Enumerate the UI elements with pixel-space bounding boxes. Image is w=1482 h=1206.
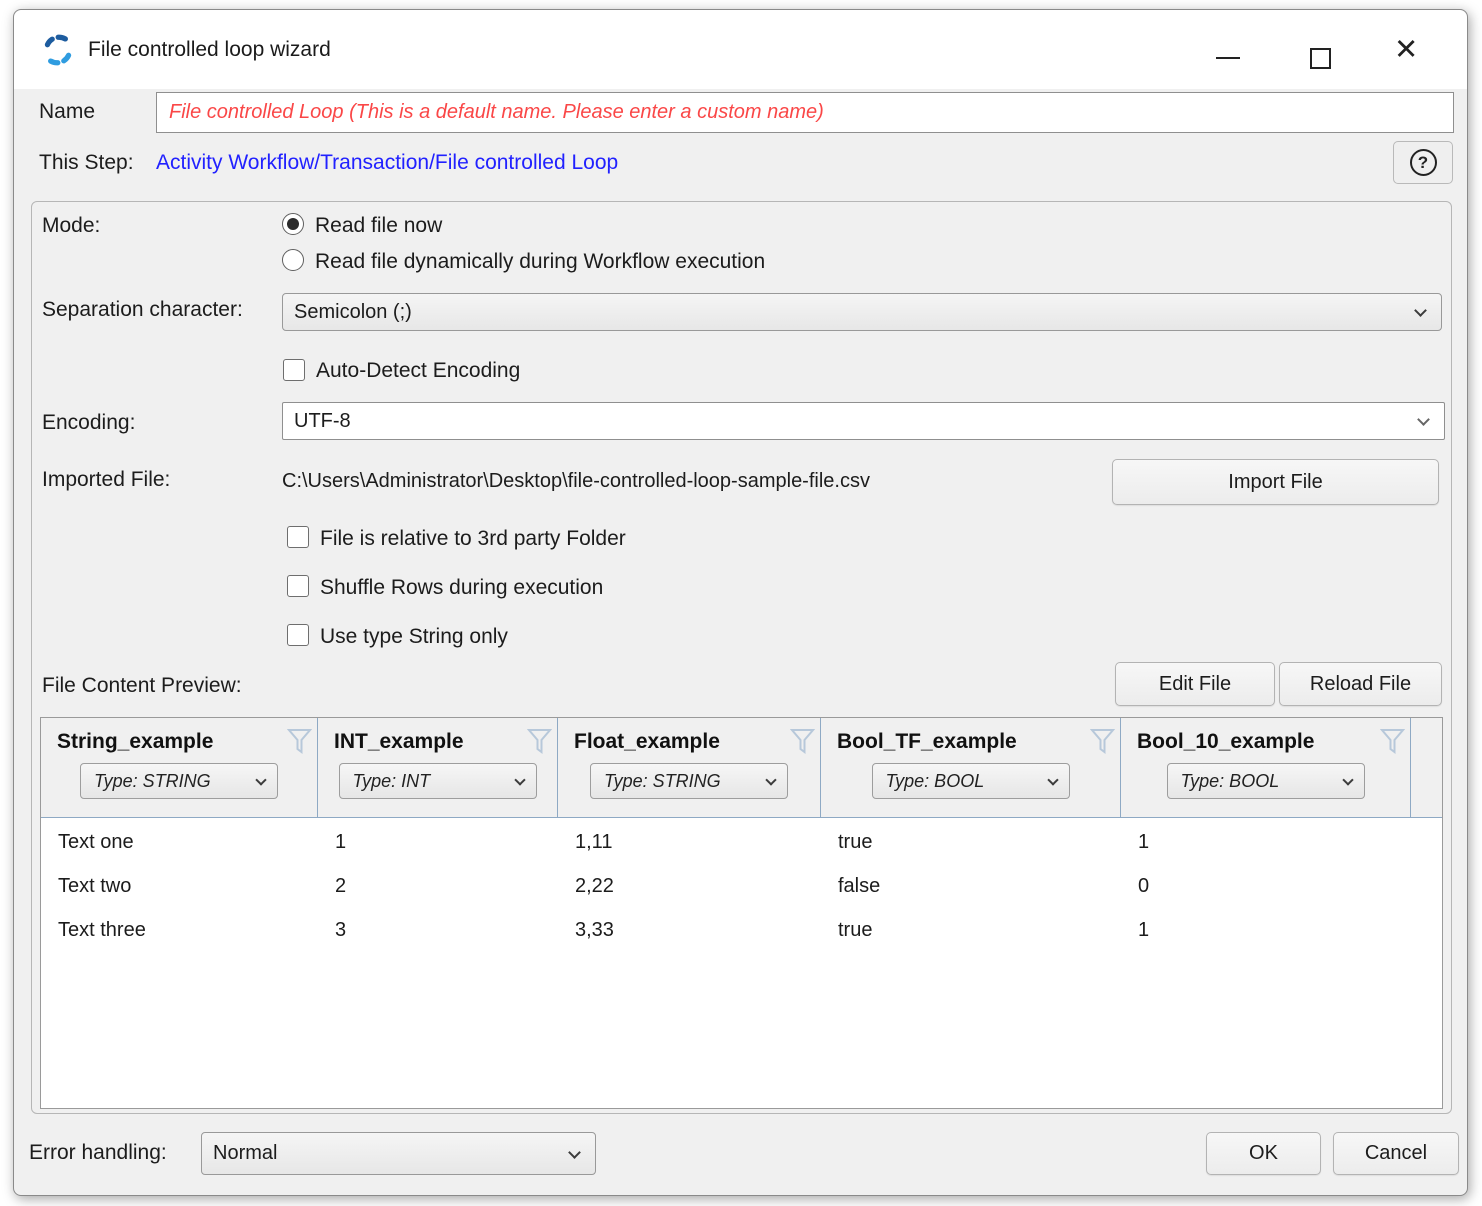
column-type-select[interactable]: Type: BOOL	[1167, 763, 1365, 799]
file-content-preview-label: File Content Preview:	[42, 674, 242, 697]
table-row[interactable]	[41, 864, 1442, 908]
table-cell: 1	[1138, 918, 1150, 941]
shuffle-rows-label[interactable]: Shuffle Rows during execution	[320, 576, 604, 599]
table-cell: Text one	[58, 830, 134, 853]
table-cell: false	[838, 874, 881, 897]
help-button[interactable]	[1393, 141, 1453, 184]
table-cell: Text two	[58, 874, 132, 897]
auto-detect-encoding-label[interactable]: Auto-Detect Encoding	[316, 359, 521, 382]
minimize-icon[interactable]	[1216, 57, 1240, 59]
table-row[interactable]	[41, 908, 1442, 952]
error-handling-select[interactable]	[201, 1132, 596, 1175]
chevron-down-icon	[1417, 413, 1430, 426]
name-label: Name	[39, 100, 96, 123]
filter-funnel-icon[interactable]	[287, 728, 312, 760]
chevron-down-icon	[1414, 304, 1427, 317]
use-string-only-label[interactable]: Use type String only	[320, 625, 508, 648]
table-header-row	[41, 718, 1442, 818]
table-cell: 3,33	[575, 918, 614, 941]
settings-groupbox	[31, 201, 1452, 1114]
this-step-link[interactable]: Activity Workflow/Transaction/File controlled Loop	[156, 151, 619, 174]
mode-label: Mode:	[42, 214, 101, 237]
cancel-button[interactable]: Cancel	[1333, 1132, 1459, 1175]
filter-funnel-icon[interactable]	[527, 728, 552, 760]
table-cell: 0	[1138, 874, 1150, 897]
column-header-bool-tf-example[interactable]: Bool_TF_example Type: BOOL	[821, 718, 1121, 817]
separation-character-select[interactable]	[282, 293, 1442, 331]
radio-read-file-now-label[interactable]: Read file now	[315, 214, 443, 237]
window-title: File controlled loop wizard	[88, 38, 331, 61]
dialog-window	[13, 9, 1468, 1196]
use-string-only-checkbox[interactable]	[287, 624, 309, 646]
table-cell: Text three	[58, 918, 146, 941]
file-relative-label[interactable]: File is relative to 3rd party Folder	[320, 527, 626, 550]
column-type-select[interactable]: Type: BOOL	[872, 763, 1070, 799]
table-cell: 2	[335, 874, 347, 897]
chevron-down-icon	[1342, 774, 1353, 785]
title-bar	[14, 10, 1467, 89]
column-header-int-example[interactable]: INT_example Type: INT	[318, 718, 558, 817]
column-header-string-example[interactable]: String_example Type: STRING	[41, 718, 318, 817]
imported-file-label: Imported File:	[42, 468, 171, 491]
filter-funnel-icon[interactable]	[1380, 728, 1405, 760]
chevron-down-icon	[255, 774, 266, 785]
table-cell: true	[838, 830, 873, 853]
help-icon: ?	[1410, 149, 1437, 176]
error-handling-value: Normal	[213, 1142, 278, 1164]
filter-funnel-icon[interactable]	[1090, 728, 1115, 760]
radio-read-file-now[interactable]	[282, 213, 304, 235]
table-cell: true	[838, 918, 873, 941]
radio-read-file-dynamically-label[interactable]: Read file dynamically during Workflow execution	[315, 250, 766, 273]
radio-read-file-dynamically[interactable]	[282, 249, 304, 271]
name-input[interactable]: File controlled Loop (This is a default name. Please enter a custom name)	[156, 92, 1454, 133]
error-handling-label: Error handling:	[29, 1141, 167, 1164]
table-cell: 3	[335, 918, 347, 941]
table-cell: 1,11	[575, 830, 613, 853]
edit-file-button[interactable]: Edit File	[1115, 662, 1275, 706]
chevron-down-icon	[568, 1146, 581, 1159]
this-step-label: This Step:	[39, 151, 134, 174]
table-body	[41, 818, 1442, 952]
file-relative-checkbox[interactable]	[287, 526, 309, 548]
column-header-float-example[interactable]: Float_example Type: STRING	[558, 718, 821, 817]
close-icon[interactable]: ✕	[1394, 34, 1419, 66]
maximize-icon[interactable]	[1310, 48, 1331, 69]
shuffle-rows-checkbox[interactable]	[287, 575, 309, 597]
column-header-bool-10-example[interactable]: Bool_10_example Type: BOOL	[1121, 718, 1411, 817]
column-header-empty	[1411, 718, 1442, 817]
ok-button[interactable]: OK	[1206, 1132, 1321, 1175]
encoding-value: UTF-8	[294, 410, 351, 432]
chevron-down-icon	[514, 774, 525, 785]
file-preview-table	[40, 717, 1443, 1109]
encoding-label: Encoding:	[42, 411, 136, 434]
column-type-select[interactable]: Type: STRING	[590, 763, 788, 799]
reload-file-button[interactable]: Reload File	[1279, 662, 1442, 706]
encoding-select[interactable]	[282, 402, 1445, 440]
chevron-down-icon	[1047, 774, 1058, 785]
table-row[interactable]	[41, 820, 1442, 864]
separation-character-label: Separation character:	[42, 298, 243, 321]
column-type-select[interactable]: Type: INT	[339, 763, 537, 799]
auto-detect-encoding-checkbox[interactable]	[283, 359, 305, 381]
table-cell: 2,22	[575, 874, 614, 897]
separation-character-value: Semicolon (;)	[294, 301, 412, 323]
filter-funnel-icon[interactable]	[790, 728, 815, 760]
chevron-down-icon	[765, 774, 776, 785]
column-type-select[interactable]: Type: STRING	[80, 763, 278, 799]
table-cell: 1	[1138, 830, 1150, 853]
import-file-button[interactable]: Import File	[1112, 459, 1439, 505]
table-cell: 1	[335, 830, 347, 853]
imported-file-path: C:\Users\Administrator\Desktop\file-controlled-loop-sample-file.csv	[282, 470, 870, 492]
loop-sync-icon	[39, 31, 77, 74]
